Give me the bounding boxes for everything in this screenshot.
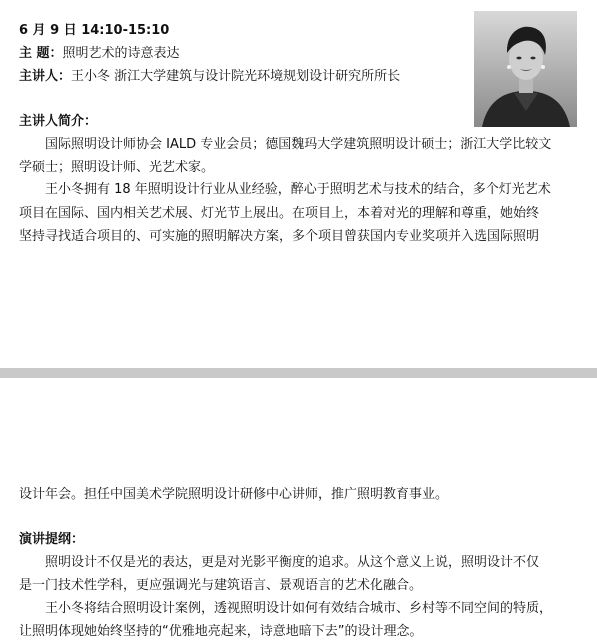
speaker-photo: [474, 11, 577, 127]
topic-text: 照明艺术的诗意表达: [62, 46, 180, 61]
outline-paragraph-2-line-1: 王小冬将结合照明设计案例，透视照明设计如何有效结合城市、乡村等不同空间的特质，: [45, 601, 553, 616]
outline-paragraph-1-line-2: 是一门技术性学科，更应强调光与建筑语言、景观语言的艺术化融合。: [19, 578, 423, 593]
bio-paragraph-2-line-3: 坚持寻找适合项目的、可实施的照明解决方案，多个项目曾获国内专业奖项并入选国际照明: [19, 229, 540, 244]
bio-paragraph-1-line-1: 国际照明设计师协会 IALD 专业会员；德国魏玛大学建筑照明设计硕士；浙江大学比较文: [45, 137, 552, 152]
speaker-text: 王小冬 浙江大学建筑与设计院光环境规划设计研究所所长: [71, 69, 401, 84]
outline-heading: 演讲提纲：: [19, 532, 85, 547]
bio-paragraph-1-line-2: 学硕士；照明设计师、光艺术家。: [19, 160, 215, 175]
bio-paragraph-2-line-4: 设计年会。担任中国美术学院照明设计研修中心讲师，推广照明教育事业。: [19, 487, 449, 502]
speaker-label: 主讲人：: [19, 69, 72, 84]
topic-line: [19, 45, 180, 62]
bio-heading: 主讲人简介：: [19, 114, 98, 129]
session-datetime: 6 月 9 日 14:10-15:10: [19, 23, 170, 38]
speaker-line: [19, 68, 400, 85]
page-two: [0, 378, 597, 643]
topic-label: 主 题：: [19, 46, 63, 61]
outline-paragraph-1-line-1: 照明设计不仅是光的表达，更是对光影平衡度的追求。从这个意义上说，照明设计不仅: [45, 555, 540, 570]
outline-paragraph-2-line-2: 让照明体现她始终坚持的“优雅地亮起来，诗意地暗下去”的设计理念。: [19, 624, 423, 639]
bio-paragraph-2-line-1: 王小冬拥有 18 年照明设计行业从业经验，醉心于照明艺术与技术的结合，多个灯光艺术: [45, 182, 551, 197]
bio-paragraph-2-line-2: 项目在国际、国内相关艺术展、灯光节上展出。在项目上，本着对光的理解和尊重，她始终: [19, 206, 540, 221]
page-break: [0, 368, 597, 378]
